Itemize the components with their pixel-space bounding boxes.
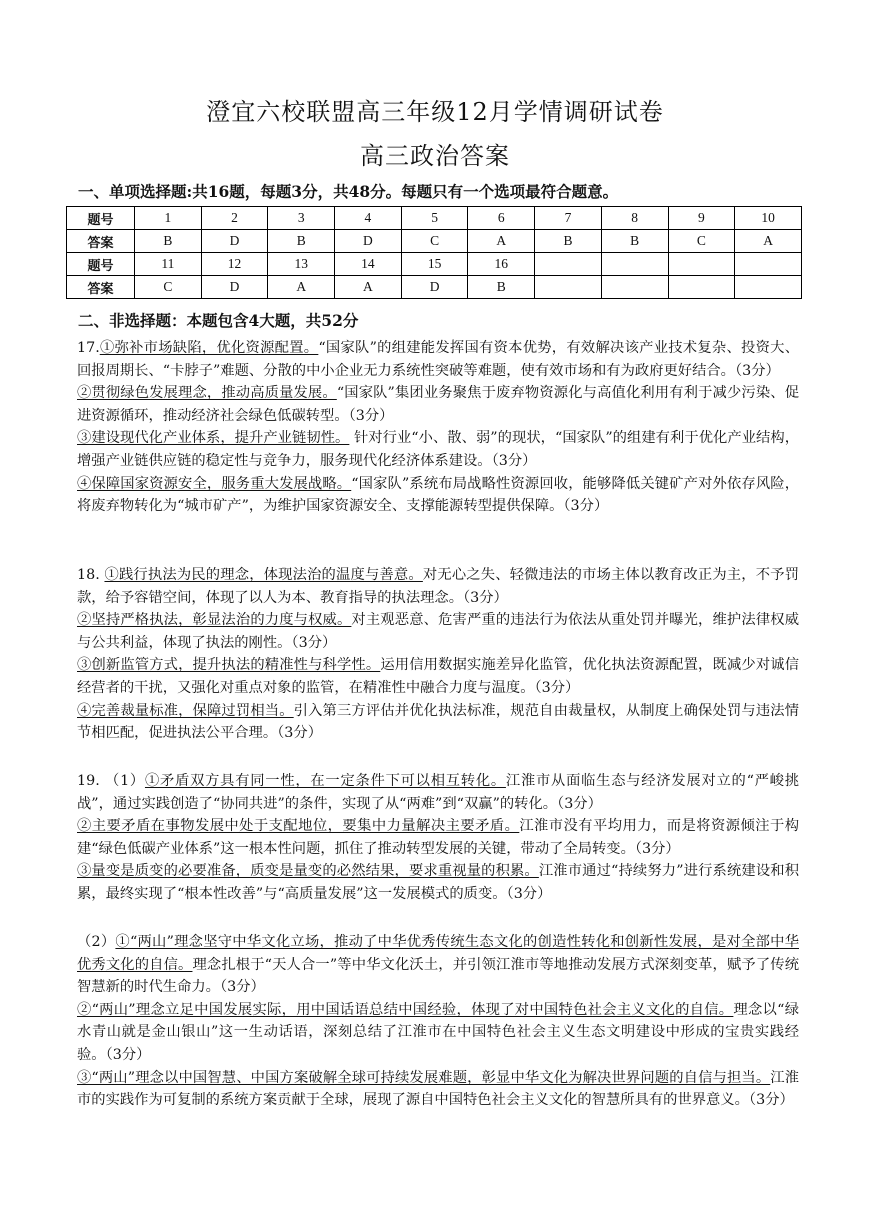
answer-point-key: ③“两山”理念以中国智慧、中国方案破解全球可持续发展难题，彰显中华文化为解决世界问题的自信与担当。 xyxy=(77,1069,771,1086)
table-cell: C xyxy=(135,276,202,299)
answer-point-number: 19. （1） xyxy=(77,773,145,789)
section1-heading: 一、单项选择题:共16题，每题3分，共48分。每题只有一个选项最符合题意。 xyxy=(78,182,619,201)
table-cell: A xyxy=(735,230,802,253)
table-cell: 8 xyxy=(601,207,668,230)
answer-point xyxy=(77,999,799,1067)
answer-point-explanation: 理念扎根于“天人合一”等中华文化沃土，并引领江淮市等地推动发展方式深刻变革，赋予了传统智慧新的时代生命力。（3分） xyxy=(77,956,799,996)
table-cell: 3 xyxy=(268,207,335,230)
answer-table xyxy=(66,206,802,299)
answer-point xyxy=(77,654,799,699)
table-cell: 2 xyxy=(201,207,268,230)
table-cell: D xyxy=(201,276,268,299)
answer-point xyxy=(77,473,799,518)
answer-point-explanation: 江淮市通过“持续努力”进行系统建设和积累，最终实现了“根本性改善”与“高质量发展”这一发展模式的质变。（3分） xyxy=(77,863,799,902)
table-cell: 14 xyxy=(335,253,402,276)
answer-point xyxy=(77,337,799,382)
answer-point-explanation: 江淮市从面临生态与经济发展对立的“严峻挑战”，通过实践创造了“协同共进”的条件，实现了从“两难”到“双赢”的转化。（3分） xyxy=(77,773,799,812)
table-cell xyxy=(535,276,602,299)
answer-point-key: ③创新监管方式，提升执法的精准性与科学性。 xyxy=(77,657,381,674)
table-cell: 16 xyxy=(468,253,535,276)
table-cell: A xyxy=(335,276,402,299)
table-cell: 1 xyxy=(135,207,202,230)
table-cell: 7 xyxy=(535,207,602,230)
answer-point-key: ④保障国家资源安全，服务重大发展战略。 xyxy=(77,475,352,492)
table-cell: D xyxy=(201,230,268,253)
answer-point-number: 17. xyxy=(77,340,100,356)
answer-point-key: ①矛盾双方具有同一性，在一定条件下可以相互转化。 xyxy=(144,773,506,789)
table-row-answers xyxy=(67,230,802,253)
table-cell xyxy=(668,253,735,276)
table-cell: 11 xyxy=(135,253,202,276)
table-cell xyxy=(601,253,668,276)
answer-point xyxy=(77,382,799,427)
question-19-part1-answer xyxy=(77,770,799,906)
answer-point-key: ②“两山”理念立足中国发展实际，用中国话语总结中国经验，体现了对中国特色社会主义文化的自信。 xyxy=(77,1001,734,1018)
table-cell: B xyxy=(601,230,668,253)
answer-point xyxy=(77,770,799,815)
answer-point-explanation: 运用信用数据实施差异化监管，优化执法资源配置，既减少对诚信经营者的干扰，又强化对重点对象的监管，在精准性中融合力度与温度。（3分） xyxy=(77,657,800,696)
table-row-answers xyxy=(67,276,802,299)
answer-point-explanation: “国家队”集团业务聚焦于废弃物资源化与高值化利用有利于减少污染、促进资源循环，推动经济社会绿色低碳转型。（3分） xyxy=(77,385,800,424)
table-cell: 12 xyxy=(201,253,268,276)
answer-point xyxy=(77,815,799,860)
answer-point-key: ①弥补市场缺陷，优化资源配置。 xyxy=(99,340,319,356)
answer-point-number: 18. xyxy=(77,567,105,583)
table-cell: 13 xyxy=(268,253,335,276)
question-19-part2-answer xyxy=(77,931,799,1112)
answer-point-explanation: 江淮市的实践作为可复制的系统方案贡献于全球，展现了源自中国特色社会主义文化的智慧所具有的世界意义。（3分） xyxy=(77,1069,799,1109)
document-title: 澄宜六校联盟高三年级12月学情调研试卷 xyxy=(206,98,664,126)
table-cell xyxy=(535,253,602,276)
answer-point-key: ②贯彻绿色发展理念，推动高质量发展。 xyxy=(77,385,337,402)
answer-point xyxy=(77,609,799,654)
table-cell xyxy=(735,253,802,276)
answer-point-explanation: 针对行业“小、散、弱”的现状，“国家队”的组建有利于优化产业结构，增强产业链供应链的稳定性与竞争力，服务现代化经济体系建设。（3分） xyxy=(77,430,799,469)
table-cell: 4 xyxy=(335,207,402,230)
table-cell xyxy=(668,276,735,299)
answer-point-key: ①践行执法为民的理念，体现法治的温度与善意。 xyxy=(104,567,423,583)
table-row-label: 题号 xyxy=(67,253,135,276)
table-cell: 6 xyxy=(468,207,535,230)
answer-point-key: ②坚持严格执法，彰显法治的力度与权威。 xyxy=(77,612,352,629)
table-row-label: 答案 xyxy=(67,276,135,299)
table-cell xyxy=(601,276,668,299)
answer-point-explanation: 对主观恶意、危害严重的违法行为依法从重处罚并曝光，维护法律权威与公共利益，体现了执法的刚性。（3分） xyxy=(77,612,800,651)
answer-point-key: ③建设现代化产业体系，提升产业链韧性。 xyxy=(77,430,350,447)
table-cell: B xyxy=(535,230,602,253)
answer-point-explanation: 江淮市没有平均用力，而是将资源倾注于构建“绿色低碳产业体系”这一根本性问题，抓住了推动转型发展的关键，带动了全局转变。（3分） xyxy=(77,818,799,857)
table-cell: B xyxy=(268,230,335,253)
answer-point-explanation: 引入第三方评估并优化执法标准，规范自由裁量权，从制度上确保处罚与违法情节相匹配，促进执法公平合理。（3分） xyxy=(77,702,800,742)
table-cell: 15 xyxy=(401,253,468,276)
table-row-label: 题号 xyxy=(67,207,135,230)
answer-point xyxy=(77,564,799,609)
table-cell: D xyxy=(401,276,468,299)
answer-point-key: ②主要矛盾在事物发展中处于支配地位，要集中力量解决主要矛盾。 xyxy=(77,818,520,835)
table-row-label: 答案 xyxy=(67,230,135,253)
answer-point-explanation: 理念以“绿水青山就是金山银山”这一生动话语，深刻总结了江淮市在中国特色社会主义生态文明建设中形成的宝贵实践经验。（3分） xyxy=(77,1001,799,1063)
table-cell: 10 xyxy=(735,207,802,230)
answer-point-key: ④完善裁量标准，保障过罚相当。 xyxy=(77,702,294,719)
table-cell: 5 xyxy=(401,207,468,230)
answer-point-number: （2） xyxy=(77,934,116,950)
answer-point-key: ①“两山”理念坚守中华文化立场，推动了中华优秀传统生态文化的创造性转化和创新性发展，是对全部中华优秀文化的自信。 xyxy=(77,934,799,973)
question-17-answer xyxy=(77,337,799,518)
table-cell: C xyxy=(401,230,468,253)
answer-point xyxy=(77,931,799,999)
table-cell: C xyxy=(668,230,735,253)
answer-point-explanation: “国家队”的组建能发挥国有资本优势，有效解决该产业技术复杂、投资大、回报周期长、“卡脖子”难题、分散的中小企业无力系统性突破等难题，使有效市场和有为政府更好结合。（3分） xyxy=(77,340,799,379)
table-cell: A xyxy=(468,230,535,253)
answer-point xyxy=(77,700,799,745)
answer-point xyxy=(77,1067,799,1112)
table-cell: D xyxy=(335,230,402,253)
answer-point-key: ③量变是质变的必要准备，质变是量变的必然结果，要求重视量的积累。 xyxy=(77,863,539,880)
table-row-numbers xyxy=(67,253,802,276)
question-18-answer xyxy=(77,564,799,745)
answer-point-explanation: 对无心之失、轻微违法的市场主体以教育改正为主，不予罚款，给予容错空间，体现了以人为本、教育指导的执法理念。（3分） xyxy=(77,567,799,606)
table-cell xyxy=(735,276,802,299)
answer-point xyxy=(77,427,799,472)
answer-point-explanation: “国家队”系统布局战略性资源回收，能够降低关键矿产对外依存风险，将废弃物转化为“城市矿产”，为维护国家资源安全、支撑能源转型提供保障。（3分） xyxy=(77,475,799,515)
table-cell: 9 xyxy=(668,207,735,230)
section2-heading: 二、非选择题：本题包含4大题，共52分 xyxy=(78,311,359,330)
document-subtitle: 高三政治答案 xyxy=(360,142,510,170)
table-cell: B xyxy=(468,276,535,299)
answer-point xyxy=(77,860,799,905)
table-cell: A xyxy=(268,276,335,299)
table-cell: B xyxy=(135,230,202,253)
table-row-numbers xyxy=(67,207,802,230)
